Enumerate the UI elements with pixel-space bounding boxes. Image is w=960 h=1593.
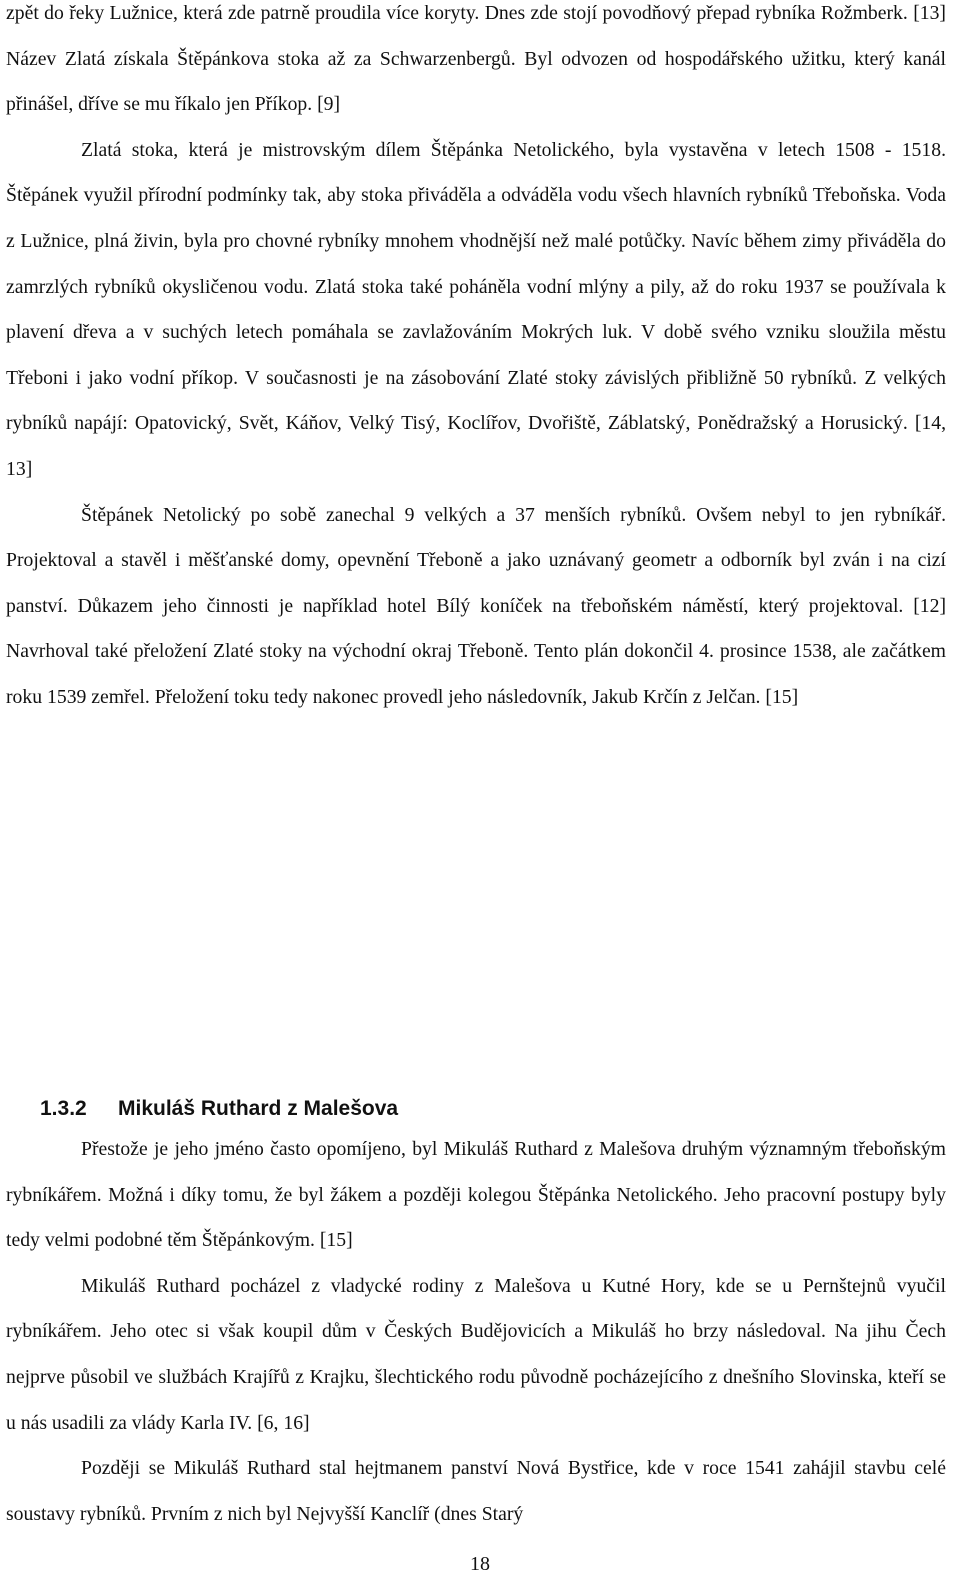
section-title: Mikuláš Ruthard z Malešova: [118, 1097, 399, 1120]
section-number: 1.3.2: [40, 1097, 87, 1120]
section-body-text: [6, 1127, 946, 1537]
paragraph-golden-canal-intro: zpět do řeky Lužnice, která zde patrně proudila více koryty. Dnes zde stojí povodňový přepad rybníka Rožmberk. [13] Název Zlatá získala Štěpánkova stoka až za Schwarzenbergů. Byl odvozen od hospodářského užitku, který kanál přinášel, dříve se mu říkalo jen Příkop. [9]: [6, 2, 946, 116]
page-number: 18: [470, 1553, 490, 1575]
paragraph-ruthard-origin: Mikuláš Ruthard pocházel z vladycké rodiny z Malešova u Kutné Hory, kde se u Pernštejnů vyučil rybníkářem. Jeho otec si však koupil dům v Českých Budějovicích a Mikuláš ho brzy následoval. Na jihu Čech nejprve působil ve službách Krajířů z Krajku, šlechtického rodu původně pocházejícího z dnešního Slovinska, kteří se u nás usadili za vlády Karla IV. [6, 16]: [6, 1274, 946, 1434]
paragraph-ruthard-nova-bystrice: Později se Mikuláš Ruthard stal hejtmanem panství Nová Bystřice, kde v roce 1541 zahájil stavbu celé soustavy rybníků. Prvním z nich byl Nejvyšší Kanclíř (dnes Starý: [6, 1457, 946, 1525]
section-heading: [40, 1091, 398, 1127]
paragraph-ruthard-intro: Přestože je jeho jméno často opomíjeno, byl Mikuláš Ruthard z Malešova druhým významným třeboňským rybníkářem. Možná i díky tomu, že byl žákem a později kolegou Štěpánka Netolického. Jeho pracovní postupy byly tedy velmi podobné těm Štěpánkovým. [15]: [6, 1138, 946, 1252]
top-body-text: [6, 0, 946, 721]
paragraph-stepanek-legacy: Štěpánek Netolický po sobě zanechal 9 velkých a 37 menších rybníků. Ovšem nebyl to jen rybníkář. Projektoval a stavěl i měšťanské domy, opevnění Třeboně a jako uznávaný geometr a odborník byl zván i na cizí panství. Důkazem jeho činnosti je například hotel Bílý koníček na třeboňském náměstí, který projektoval. [12] Navrhoval také přeložení Zlaté stoky na východní okraj Třeboně. Tento plán dokončil 4. prosince 1538, ale začátkem roku 1539 zemřel. Přeložení toku tedy nakonec provedl jeho následovník, Jakub Krčín z Jelčan. [15]: [6, 503, 946, 708]
paragraph-golden-canal: Zlatá stoka, která je mistrovským dílem Štěpánka Netolického, byla vystavěna v letech 1508 - 1518. Štěpánek využil přírodní podmínky tak, aby stoka přiváděla a odváděla vodu všech hlavních rybníků Třeboňska. Voda z Lužnice, plná živin, byla pro chovné rybníky mnohem vhodnější než malé potůčky. Navíc během zimy přiváděla do zamrzlých rybníků okysličenou vodu. Zlatá stoka také poháněla vodní mlýny a pily, až do roku 1937 se používala k plavení dřeva a v suchých letech pomáhala se zavlažováním Mokrých luk. V době svého vzniku sloužila městu Třeboni i jako vodní příkop. V současnosti je na zásobování Zlaté stoky závislých přibližně 50 rybníků. Z velkých rybníků napájí: Opatovický, Svět, Káňov, Velký Tisý, Koclířov, Dvořiště, Záblatský, Ponědražský a Horusický. [14, 13]: [6, 138, 946, 480]
